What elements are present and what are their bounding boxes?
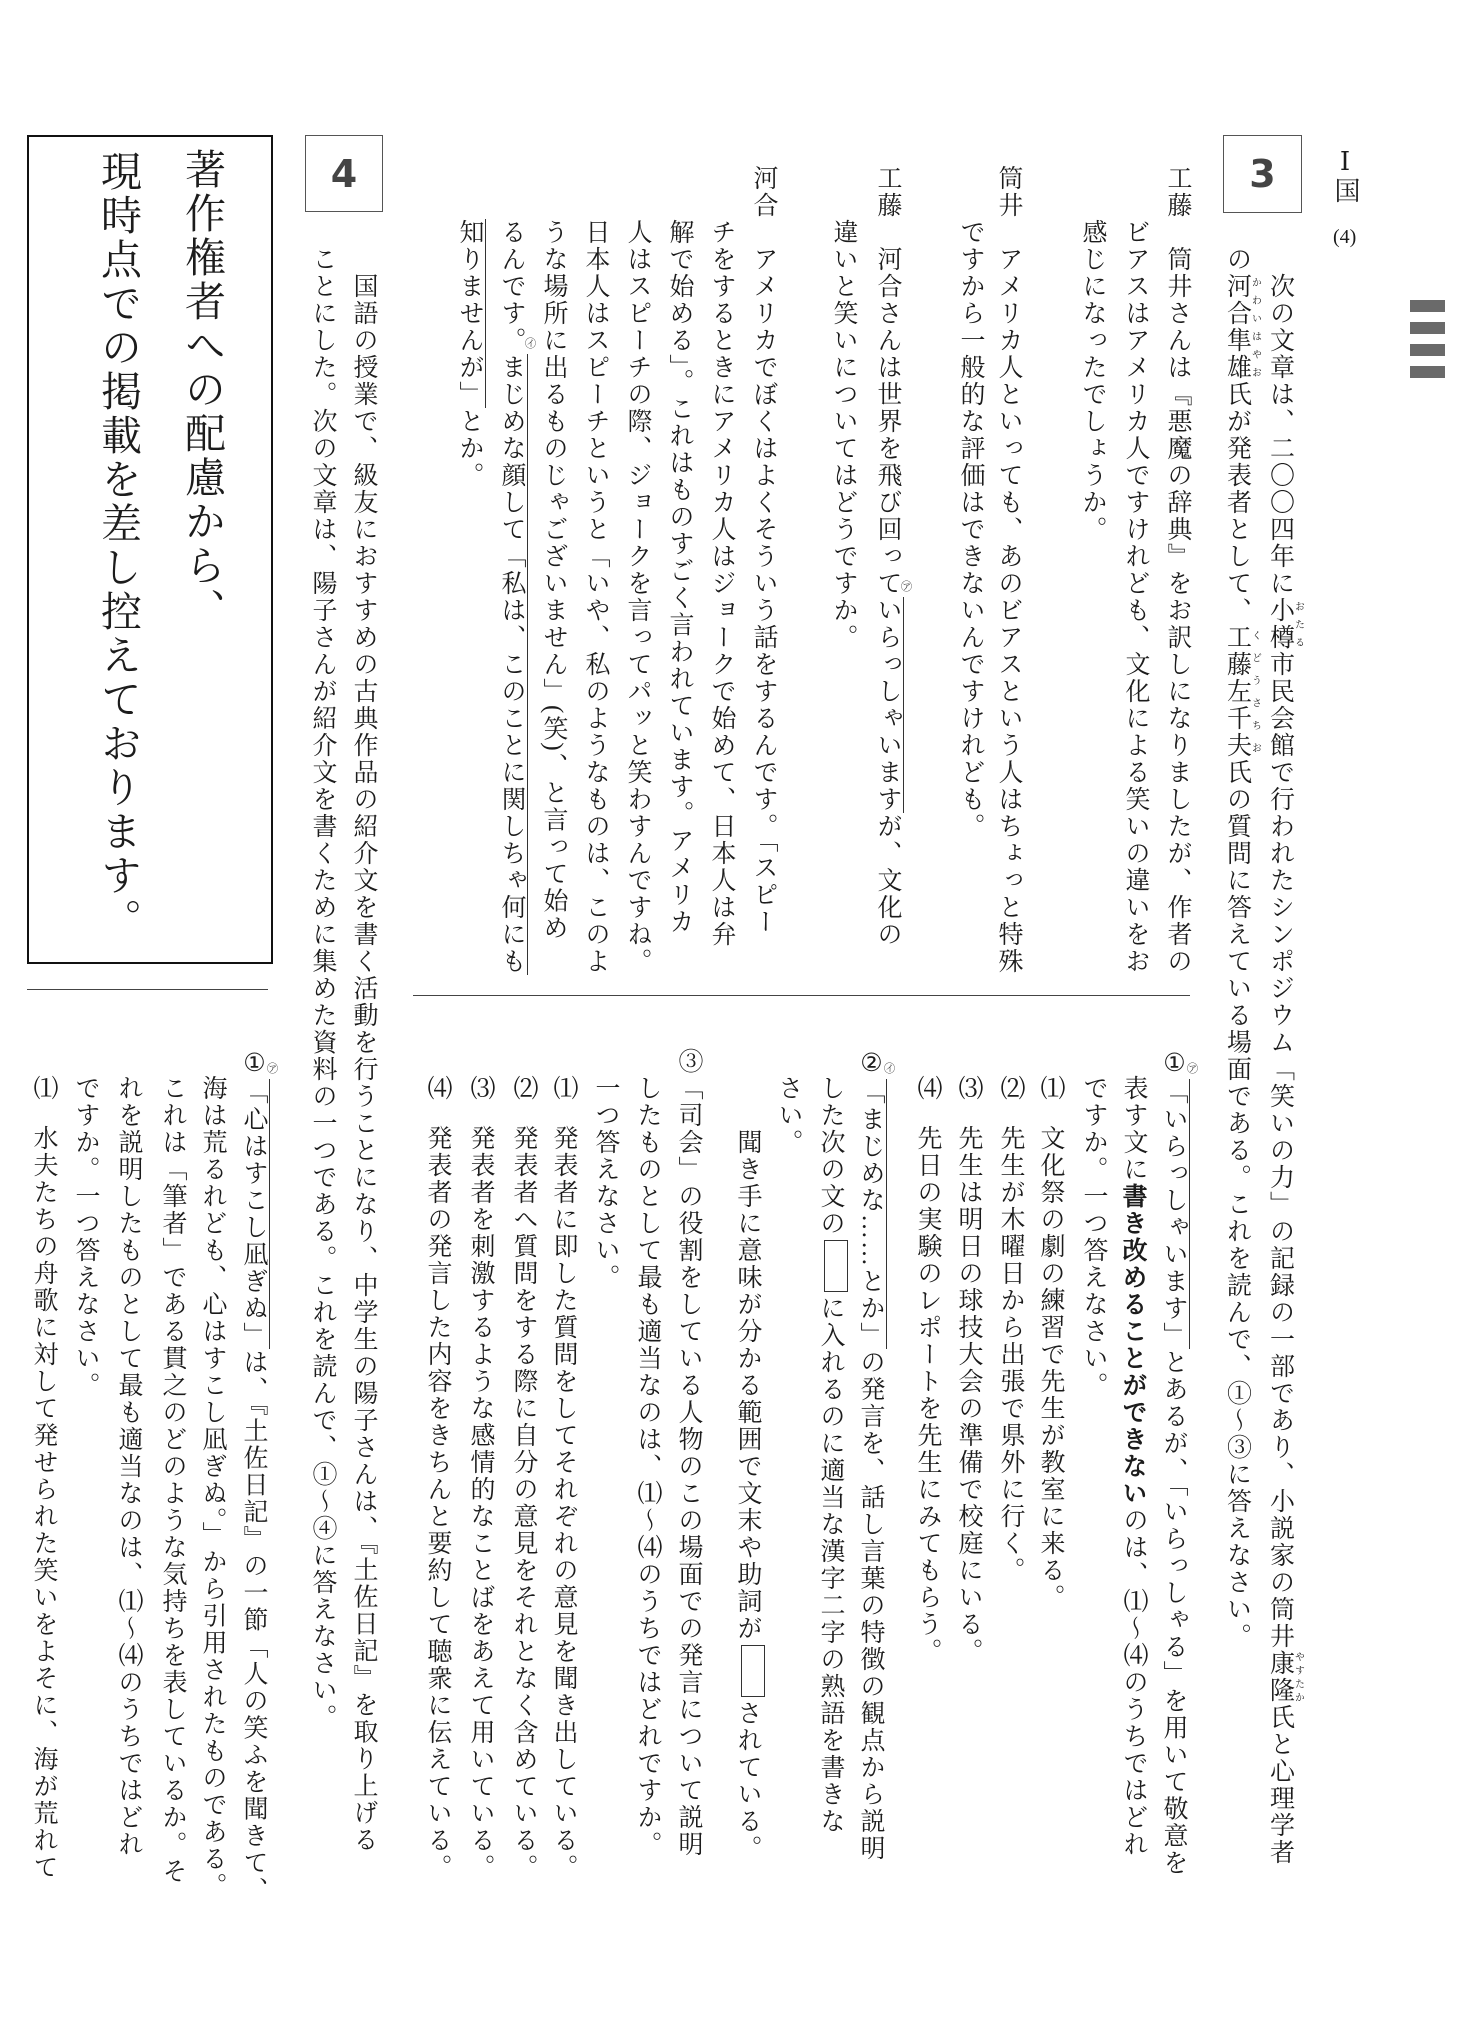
ruby-base: 河合隼雄 [1223,273,1251,381]
ruby-word [1223,273,1261,381]
choice-text: 発表者の発言した内容をきちんと要約して聴衆に伝えている。 [424,1125,451,1881]
text-segment: いらっしゃいます [874,597,901,813]
text-segment: アメリカでぼくはよくそういう話をするんです。「スピー [750,246,777,936]
text-segment: 国語の授業で、級友におすすめの古典作品の紹介文を書く活動を行うことになり、中学生の陽子さんは、『土佐日記』を取り上げる [350,273,377,1854]
text-segment: アメリカ人といっても、あのビアスという人はちょっと特殊 [995,246,1022,975]
ruby-reading: かわいはやお [1249,273,1261,381]
text-segment: 感じになったでしょうか。 [1079,219,1106,543]
text-segment: に入れるのに適当な漢字二字の熟語を書きな [817,1295,844,1835]
copyright-notice-line: 現時点での掲載を差し控えております。 [94,150,142,942]
text-segment: が、文化の [874,813,901,948]
question-1-text [108,1075,148,1858]
dialogue-line [950,219,990,840]
text-segment: のは、⑴～⑷のうちではどれ [1120,1507,1147,1858]
text-segment: チをするときにアメリカ人はジョークで始めて、日本人は弁 [708,219,735,948]
intro-line [343,273,383,1854]
text-segment: した次の文の [817,1075,844,1237]
bold-text: 書き改めることができない [1119,1183,1148,1507]
text-segment: 表す文に [1120,1075,1147,1183]
text-segment: ② [857,1048,884,1079]
subject-label: Ⅰ国 [1331,147,1360,203]
text-segment: 海は荒るれども、心はすこし凪ぎぬ。」から引用されたものである。 [199,1075,226,1900]
sidelined-phrase [240,1063,278,1349]
dialogue-line [1115,219,1155,975]
question-1-text [1113,1075,1153,1858]
ruby-word [1266,597,1304,651]
text-segment: 「いらっしゃいます」 [1160,1079,1187,1349]
question-2-text [768,1075,808,1156]
text-segment: 聞き手に意味が分かる範囲で文末や助詞が [734,1129,761,1642]
sideline-mark: ㋑ [525,338,536,350]
text-segment: 氏の質問に答えている場面である。これを読んで、①～③に答えなさい。 [1223,759,1251,1650]
choice-label: ⑴ [550,1075,577,1102]
answer-blank-box [824,1240,848,1292]
text-segment: したものとして最も適当なのは、⑴～⑷のうちではどれですか。 [634,1075,661,1858]
question-1-text [233,1048,278,1904]
text-segment: されている。 [734,1700,761,1862]
choice-label: ⑴ [30,1075,57,1102]
sideline-mark: ㋑ [884,1063,895,1075]
ruby-reading: くどうさちお [1249,624,1261,759]
choice-label: ⑷ [424,1075,451,1102]
dialogue-line [659,219,699,936]
ruby-base: 工藤左千夫 [1223,624,1251,759]
question-1-text [1153,1048,1198,1877]
question-2-text [810,1075,850,1835]
text-segment: ですか。一つ答えなさい。 [1080,1075,1107,1399]
intro-line [1263,273,1303,1866]
dialogue-line [575,219,615,975]
text-segment: 「心はすこし凪ぎぬ」 [240,1079,267,1349]
choice-label: ⑶ [467,1075,494,1102]
dialogue-line [743,246,783,936]
choice-text: 発表者に即した質問をしてそれぞれの意見を聞き出している。 [550,1125,577,1881]
question-1-text [152,1075,192,1885]
text-segment: 氏が発表者として、 [1223,381,1251,624]
text-segment: 知りませんが」 [456,219,483,408]
intro-line [302,246,342,1731]
choice-label: ⑶ [955,1075,982,1102]
text-segment: これは「筆者」である貫之のどのような気持ちを表しているか。そ [159,1075,186,1885]
question-number-box: 3 [1223,135,1302,213]
tab-bar [1410,366,1445,378]
choice-label: ⑵ [997,1075,1024,1102]
text-segment: ビアスはアメリカ人ですけれども、文化による笑いの違いをお [1122,219,1149,975]
choice-text: 先日の実験のレポートを先生にみてもらう。 [914,1125,941,1665]
question-3-text [668,1048,708,1858]
text-segment: ① [240,1048,267,1079]
sidelined-phrase [456,219,486,408]
text-segment: るんです。 [498,219,525,354]
tab-bar [1410,344,1445,356]
sidelined-phrase [1160,1063,1198,1349]
section-divider [27,989,268,990]
intro-line [1220,246,1260,1650]
dialogue-line [1072,219,1112,543]
sideline-mark: ㋐ [901,581,912,593]
choice-text: 文化祭の劇の練習で先生が教室に来る。 [1037,1125,1064,1611]
dialogue-line [449,219,489,489]
text-segment: とか。 [456,408,483,489]
choice-text: 先生は明日の球技大会の準備で校庭にいる。 [955,1125,982,1665]
question-2-text [850,1048,895,1862]
text-segment: ③「司会」の役割をしている人物のこの場面での発言について説明 [675,1048,702,1858]
dialogue-line [1157,246,1197,975]
ruby-word [1223,624,1261,759]
text-segment: の [1223,246,1251,273]
choice-label: ⑷ [914,1075,941,1102]
text-segment: 筒井さんは『悪魔の辞典』をお訳しになりましたが、作者の [1164,246,1191,975]
text-segment: ですか。一つ答えなさい。 [72,1075,99,1399]
sidelined-phrase [857,1063,895,1349]
text-segment: 「まじめな……とか」 [857,1079,884,1349]
text-segment: とあるが、「いらっしゃる」を用いて敬意を [1160,1349,1187,1877]
text-segment: れを説明したものとして最も適当なのは、⑴～⑷のうちではどれ [115,1075,142,1858]
text-segment: 人はスピーチの際、ジョークを言ってパッと笑わすんですね。 [624,219,651,975]
text-segment: さい。 [775,1075,802,1156]
text-segment: の発言を、話し言葉の特徴の観点から説明 [857,1349,884,1862]
text-segment: 解で始める」。これはものすごく言われています。アメリカ [666,219,693,936]
choice-text: 発表者へ質問をする際に自分の意見をそれとなく含めている。 [510,1125,537,1881]
ruby-base: 康隆 [1266,1650,1294,1704]
question-2-example [727,1129,767,1862]
text-segment: ですから一般的な評価はできないんですけれども。 [957,219,984,840]
text-segment: まじめな顔して「私は、このことに関しちゃ何にも [498,354,525,975]
speaker-name: 河合 [750,165,777,219]
text-segment: 日本人はスピーチというと「いや、私のようなものは、このよ [582,219,609,975]
dialogue-line [701,219,741,948]
ruby-reading: おたる [1292,597,1304,651]
text-segment: 一つ答えなさい。 [592,1075,619,1291]
dialogue-line [617,219,657,975]
sideline-mark: ㋐ [267,1063,278,1075]
sidelined-phrase [498,338,536,975]
ruby-word [1266,1650,1304,1704]
tab-bar [1410,300,1445,312]
text-segment: ① [1160,1048,1187,1079]
answer-blank-box [741,1645,765,1697]
text-segment: 市民会館で行われたシンポジウム「笑いの力」の記録の一部であり、小説家の筒井 [1266,651,1294,1650]
copyright-notice-box [27,135,273,964]
question-1-text [1073,1075,1113,1399]
dialogue-line [533,219,573,942]
choice-label: ⑵ [510,1075,537,1102]
dialogue-line [988,246,1028,975]
dialogue-line [867,246,912,948]
sidelined-phrase [874,581,912,813]
page-number: (4) [1333,226,1357,248]
question-1-text [65,1075,105,1399]
question-number-box: 4 [305,135,383,212]
question-3-text [627,1075,667,1858]
section-divider [413,995,1190,996]
text-segment: は、『土佐日記』の一節「人の笑ふを聞きて、 [240,1349,267,1904]
speaker-name: 工藤 [874,165,901,219]
dialogue-line [491,219,536,975]
text-segment: 違いと笑いについてはどうですか。 [830,219,857,651]
choice-text: 水夫たちの舟歌に対して発せられた笑いをよそに、海が荒れて [30,1125,57,1881]
text-segment: ことにした。次の文章は、陽子さんが紹介文を書くために集めた資料の一つである。これを読んで、①～④に答えなさい。 [309,246,336,1731]
ruby-reading: やすたか [1292,1650,1304,1704]
ruby-base: 小樽 [1266,597,1294,651]
choice-label: ⑴ [1037,1075,1064,1102]
question-3-text [585,1075,625,1291]
text-segment: うな場所に出るものじゃございません」(笑)、と言って始め [540,219,567,942]
speaker-name: 工藤 [1164,165,1191,219]
text-segment: 氏と心理学者 [1266,1704,1294,1866]
text-segment: 次の文章は、二〇〇四年に [1266,273,1294,597]
speaker-name: 筒井 [995,165,1022,219]
sideline-mark: ㋐ [1187,1063,1198,1075]
text-segment: 河合さんは世界を飛び回って [874,246,901,597]
copyright-notice-line: 著作権者への配慮から、 [178,148,226,632]
tab-bar [1410,322,1445,334]
choice-text: 先生が木曜日から出張で県外に行く。 [997,1125,1024,1584]
question-1-text [192,1075,232,1900]
choice-text: 発表者を刺激するような感情的なことばをあえて用いている。 [467,1125,494,1881]
dialogue-line [823,219,863,651]
